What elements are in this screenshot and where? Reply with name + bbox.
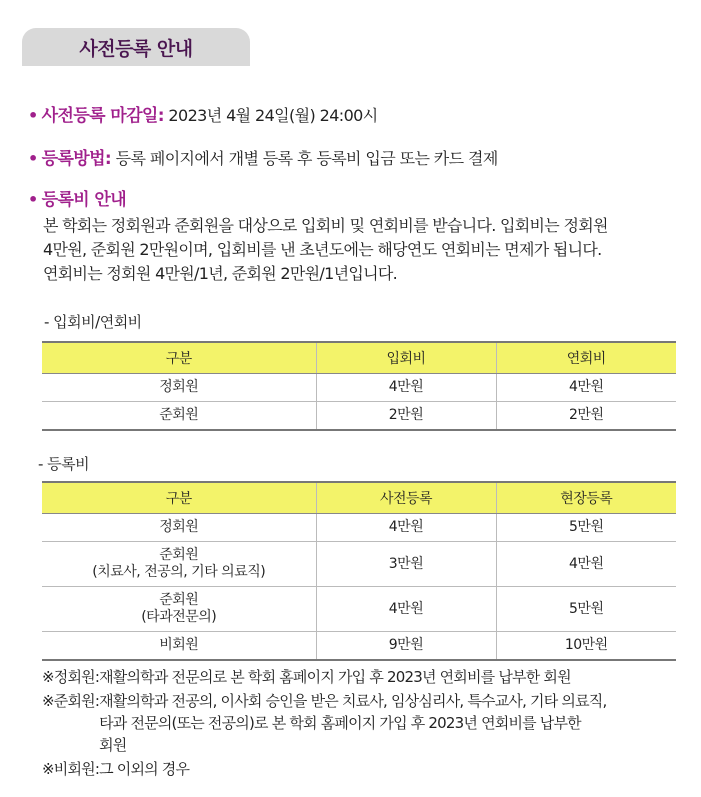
fee-info-label: 등록비 안내 [41, 190, 127, 210]
table-cell: 3만원 [316, 542, 496, 587]
section-title: 사전등록 안내 [79, 37, 193, 60]
table-cell: 4만원 [496, 542, 676, 587]
table-row [42, 374, 676, 402]
note-line: 재활의학과 전공의, 이사회 승인을 받은 치료사, 임상심리사, 특수교사, 기타 의료직, [99, 692, 607, 710]
note-regular-member [42, 666, 692, 688]
column-header: 현장등록 [496, 482, 676, 514]
table-header-row [42, 342, 676, 374]
section-header-tab [22, 28, 250, 66]
table-cell: 4만원 [316, 374, 496, 402]
category-line: (치료사, 전공의, 기타 의료직) [92, 564, 266, 580]
table-cell: 5만원 [496, 514, 676, 542]
table-header-row [42, 482, 676, 514]
table-row [42, 542, 676, 587]
note-key: ※정회원: [42, 668, 100, 686]
note-associate-member [42, 690, 692, 756]
table-cell [42, 542, 316, 587]
table-cell: 4만원 [496, 374, 676, 402]
table-cell: 4만원 [316, 514, 496, 542]
table2-title: - 등록비 [38, 455, 90, 473]
membership-fee-table [42, 341, 676, 431]
category-line: 정회원 [159, 519, 199, 535]
table-cell: 5만원 [496, 587, 676, 632]
table-row [42, 402, 676, 430]
table-cell [42, 632, 316, 660]
footnotes [42, 666, 692, 782]
paragraph-line: 연회비는 정회원 4만원/1년, 준회원 2만원/1년입니다. [43, 264, 397, 283]
table-cell: 준회원 [42, 402, 316, 430]
fee-info-line [28, 185, 126, 210]
category-line: 준회원 [159, 547, 199, 563]
deadline-label: 사전등록 마감일: [41, 106, 164, 126]
table-cell [42, 514, 316, 542]
table-cell: 2만원 [316, 402, 496, 430]
table-cell: 2만원 [496, 402, 676, 430]
note-line: 회원 [99, 736, 127, 754]
deadline-value: 2023년 4월 24일(월) 24:00시 [168, 106, 378, 125]
table-cell: 10만원 [496, 632, 676, 660]
note-non-member [42, 758, 692, 780]
column-header: 연회비 [496, 342, 676, 374]
note-line: 재활의학과 전문의로 본 학회 홈페이지 가입 후 2023년 연회비를 납부한 회원 [99, 668, 571, 686]
note-desc [99, 758, 692, 780]
column-header: 사전등록 [316, 482, 496, 514]
column-header: 구분 [42, 482, 316, 514]
bullet-dot-icon: • [28, 190, 38, 209]
note-key: ※준회원: [42, 692, 100, 710]
paragraph-line: 4만원, 준회원 2만원이며, 입회비를 낸 초년도에는 해당연도 연회비는 면제가 됩니다. [43, 240, 602, 259]
note-key: ※비회원: [42, 760, 100, 778]
category-line: 준회원 [159, 592, 199, 608]
table-row [42, 514, 676, 542]
table-cell [42, 587, 316, 632]
deadline-line [28, 101, 378, 126]
column-header: 입회비 [316, 342, 496, 374]
method-label: 등록방법: [41, 149, 112, 169]
table-row [42, 632, 676, 660]
bullet-dot-icon: • [28, 106, 38, 125]
note-line: 타과 전문의(또는 전공의)로 본 학회 홈페이지 가입 후 2023년 연회비를 납부한 [99, 714, 581, 732]
table-cell: 4만원 [316, 587, 496, 632]
category-line: (타과전문의) [141, 609, 217, 625]
table-row [42, 587, 676, 632]
table-cell: 정회원 [42, 374, 316, 402]
bullet-dot-icon: • [28, 149, 38, 168]
method-line [28, 144, 498, 169]
note-desc [99, 666, 692, 688]
category-line: 비회원 [159, 636, 199, 653]
note-desc [99, 690, 692, 756]
column-header: 구분 [42, 342, 316, 374]
table-cell: 9만원 [316, 632, 496, 660]
fee-info-paragraph [43, 214, 683, 286]
registration-fee-table [42, 481, 676, 661]
note-line: 그 이외의 경우 [99, 760, 190, 778]
table1-title: - 입회비/연회비 [44, 313, 142, 331]
paragraph-line: 본 학회는 정회원과 준회원을 대상으로 입회비 및 연회비를 받습니다. 입회비는 정회원 [43, 216, 608, 235]
method-value: 등록 페이지에서 개별 등록 후 등록비 입금 또는 카드 결제 [115, 149, 498, 168]
